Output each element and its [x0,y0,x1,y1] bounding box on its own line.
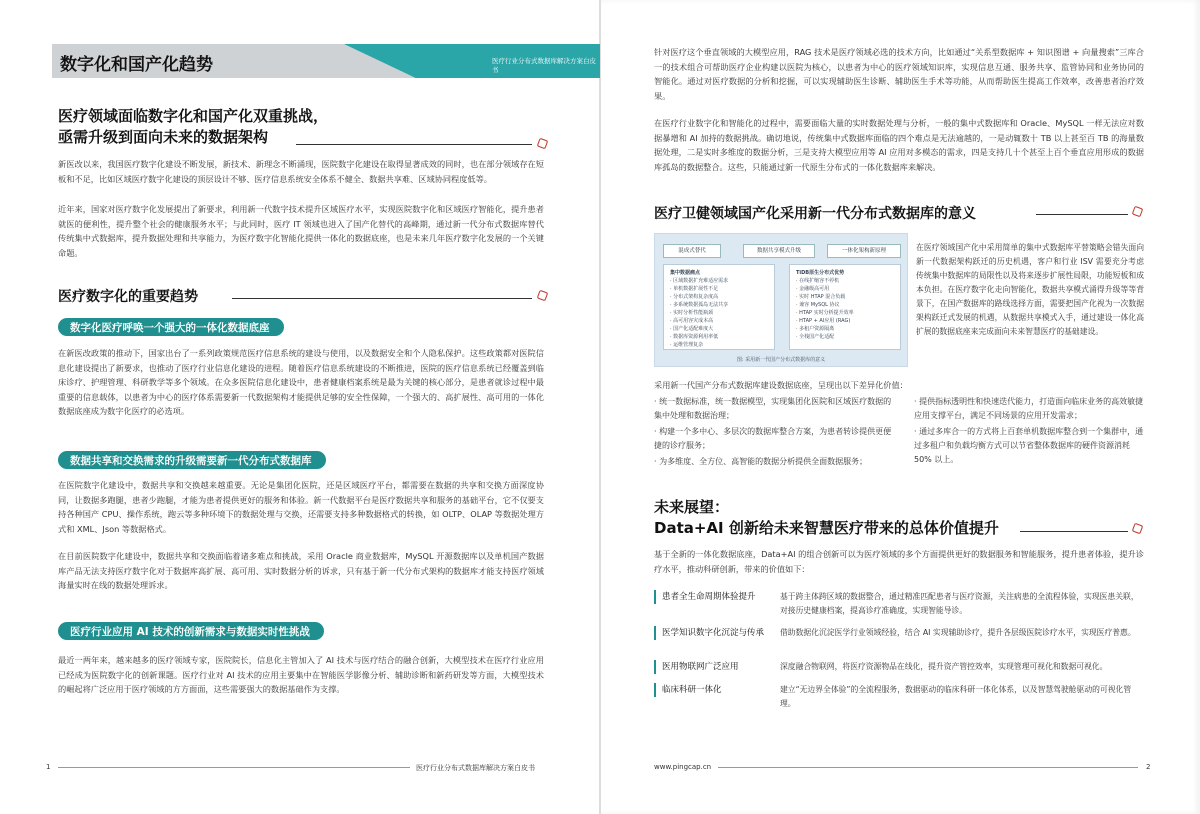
figure-caption: 图: 采用新一代国产分布式数据库的意义 [736,357,826,363]
bullet-item: · 通过多库合一的方式将上百套单机数据库整合到一个集群中，通过多租户和负载均衡方式可以节省整体数据库的硬件资源消耗 50% 以上。 [914,427,1144,464]
heading-rule [296,144,532,145]
left-heading-1 [58,106,478,148]
value-key: 患者全生命周期体验提升 [654,590,774,604]
fig-left-line: · 单机数据扩展性不足 [670,286,719,292]
bullet-item: · 统一数据标准，统一数据模型，实现集团化医院和区域医疗数据的集中处理和数据治理； [654,397,892,420]
footer-rule [718,767,1138,768]
footer-rule [58,767,410,768]
left-para-2: 近年来，国家对医疗数字化发展提出了新要求，利用新一代数字技术提升区域医疗水平，实现医院数字化和区域医疗智能化，提升患者就医的便利性，提升整个社会的健康服务水平；与此同时，医疗 IT 领域也进入了国产化替代的高峰期，通过新一代分布式数据库替代传统集中式数据库，提升数据处理和共享能力，为医疗数字化智能化提供一体化的数据底座，也是未来几年医疗数字化发展的一个关键命题。 [58,204,544,258]
left-para-3: 在新医改政策的推动下，国家出台了一系列政策规范医疗信息系统的建设与使用，以及数据安全和个人隐私保护。这些政策都对医院信息化建设提出了新要求，也推动了医疗行业信息化建设的进程。随着医疗信息系统建设的不断推进，医院的医疗信息系统已经覆盖到临床诊疗、护理管理、科研教学等多个领域。在众多医院信息化建设中，患者健康档案系统是最为关键的核心部分，是患者就诊过程中最重要的信息载体，以患者为中心的医疗体系需要新一代数据架构才能提供足够的安全性保障，一个强大的、高扩展性、高可用的一体化数据底座成为数字化医疗的必选项。 [58,348,544,417]
right-heading-2-line1: 未来展望： [654,498,730,516]
right-heading-2-line2: Data+AI 创新给未来智慧医疗带来的总体价值提升 [654,519,999,537]
left-para-1: 新医改以来，我国医疗数字化建设不断发展，新技术、新理念不断涌现，医院数字化建设在取得显著成效的同时，也在部分领域存在短板和不足，比如区域医疗数字化建设的顶层设计不够、医疗信息系统安全体系不健全、数据共享难、区域协同程度低等。 [58,159,544,184]
value-desc: 基于跨主体跨区域的数据整合，通过精准匹配患者与医疗资源，关注病患的全流程体验，实现医患关联，对接历史健康档案，提高诊疗准确度，实现智能导诊。 [780,592,1139,615]
value-key: 医学知识数字化沉淀与传承 [654,626,774,640]
value-desc: 借助数据化沉淀医学行业领域经验，结合 AI 实现辅助诊疗，提升各层级医院诊疗水平，实现医疗普惠。 [780,628,1136,637]
fig-right-line: · HTAP + AI应用 (RAG) [796,318,851,324]
fig-right-line: · 兼容 MySQL 协议 [796,302,840,308]
right-para-3: 在医疗领域国产化中采用简单的集中式数据库平替策略会错失面向新一代数据架构跃迁的历史机遇，客户和行业 ISV 需要充分考虑传统集中数据库的局限性以及将来逐步扩展性局限，功能短板和成本负担。在医疗数字化走向智能化，数据共享模式涌得升级等等背景下，在国产数据库的路线选择方面，需要把国产化视为一次数据架构跃迁式发展的机遇，从数据共享模式入手，通过建设一体化高扩展的数据底座来完成面向未来智慧医疗的基础建设。 [916,243,1144,336]
left-para-6: 最近一两年来，越来越多的医疗领域专家，医院院长，信息化主管加入了 AI 技术与医疗结合的融合创新，大模型技术在医疗行业应用已经成为医院数字化的创新课题。医疗行业对 AI 技术的应用主要集中在智能医学影像分析、辅助诊断和新药研发等方面，大模型技术的崛起将广泛应用于医疗领域的方方面面，这些需要强大的数据基础作为支撑。 [58,655,544,695]
left-heading-2: 医疗数字化的重要趋势 [58,289,198,305]
bullet-list-right [914,395,1144,467]
value-desc: 深度融合物联网，将医疗资源物品在线化，提升资产管控效率，实现管理可视化和数据可视化。 [780,662,1108,671]
right-para-4: 基于全新的一体化数据底座，Data+AI 的组合创新可以为医疗领域的多个方面提供更好的数据服务和智能服务，提升患者体验，提升诊疗水平，推动科研创新，带来的价值如下： [654,549,1144,574]
fig-left-line: · 国产化适配难度大 [670,326,714,332]
fig-right-line: · 金融级高可用 [796,286,830,292]
banner-title: 数字化和国产化趋势 [60,55,213,75]
fig-left-line: · 多系统数据孤岛无法共享 [670,302,729,308]
fig-right-line: · 多租户资源隔离 [796,326,835,332]
subsection-pill-2: 数据共享和交换需求的升级需要新一代分布式数据库 [58,451,326,469]
bullet-item: · 构建一个多中心、多层次的数据库整合方案，为患者转诊提供更便捷的诊疗服务； [654,427,892,450]
figure-tab-1: 混成式替代 [663,244,721,258]
heading-rule [232,298,532,299]
heading-rule [1036,214,1128,215]
left-heading-1-line1: 医疗领域面临数字化和国产化双重挑战， [58,107,329,125]
heading-rule [1020,531,1128,532]
bullet-item: · 提供指标透明性和快速迭代能力，打造面向临床业务的高效敏捷应用支撑平台，满足不同场景的应用开发需求； [914,397,1144,420]
architecture-figure [654,233,908,367]
bullet-list-left [654,395,894,469]
fig-left-line: · 高可用容灾成本高 [670,318,714,324]
value-desc: 建立“无边界全体验”的全流程服务，数据驱动的临床科研一体化体系，以及智慧驾驶舱驱动的可视化管理。 [780,685,1132,708]
fig-left-line: 集中数据痛点 [670,270,701,276]
right-heading-2 [654,497,1134,539]
figure-tab-3: 一体化架构新原理 [827,244,901,258]
right-para-2: 在医疗行业数字化和智能化的过程中，需要面临大量的实时数据处理与分析，一般的集中式数据库和 Oracle、MySQL 一样无法应对数据暴增和 AI 加持的数据挑战。确切地说，传统集中式数据库面临的四个难点是无法逾越的，一是动辄数十 TB 以上甚至百 TB 的海量数据处理，二是实时多维度的数据分析，三是支持大模型应用等 AI 应用对多模态的需求，四是支持几十个甚至上百个垂直应用形成的数据库孤岛的数据整合。这些，只能通过新一代原生分布式的一体化数据库来解决。 [654,118,1144,172]
fig-right-line: · 在线扩缩容不停机 [796,278,840,284]
value-table-row [654,590,1144,624]
left-para-5: 在目前医院数字化建设中，数据共享和交换面临着诸多难点和挑战，采用 Oracle 商业数据库，MySQL 开源数据库以及单机国产数据库产品无法支持医疗数字化对于数据库高扩展、高可用、实时数据分析的诉求，只有基于新一代分布式架构的数据库才能支持医疗领域海量实时在线的数据处理诉求。 [58,551,544,591]
left-heading-1-line2: 亟需升级到面向未来的数据架构 [58,128,269,146]
right-intro: 采用新一代国产分布式数据库建设数据底座，呈现出以下差异化价值： [654,380,908,390]
fig-left-line: · 实时分析性能瓶颈 [670,310,714,316]
value-table-row [654,683,1144,715]
figure-right-box [789,264,901,350]
value-key: 医用物联网广泛应用 [654,660,774,674]
fig-right-line: · HTAP 实时分析提升效率 [796,310,854,316]
fig-left-line: · 分布式架构复杂度高 [670,294,719,300]
fig-right-line: · 全栈国产化适配 [796,334,835,340]
left-para-4: 在医院数字化建设中，数据共享和交换越来越重要。无论是集团化医院，还是区域医疗平台，都需要在数据的共享和交换方面深度协同，让数据多跑腿，患者少跑腿，才能为患者提供更好的服务和体验。新一代数据平台是医疗数据共享和服务的基础平台，它不仅要支持各种国产 CPU、操作系统，跑云等多种环境下的数据处理与交换，还需要支持多种数据格式的转换，如 OLTP、OLAP 等数据处理方式和 XML、Json 等数据格式。 [58,480,544,534]
value-table-row [654,626,1144,658]
fig-left-line: · 区域数据扩充难适应需求 [670,278,729,284]
subsection-pill-1: 数字化医疗呼唤一个强大的一体化数据底座 [58,318,284,336]
right-heading-1: 医疗卫健领域国产化采用新一代分布式数据库的意义 [654,206,976,222]
fig-left-line: · 数据库资源利用率低 [670,334,719,340]
value-table-row [654,660,1144,678]
figure-left-box [663,264,775,350]
bullet-item: · 为多维度、全方位、高智能的数据分析提供全面数据服务； [654,457,868,466]
footer-title: 医疗行业分布式数据库解决方案白皮书 [416,764,535,772]
fig-left-line: · 运维管理复杂 [670,342,704,348]
subsection-pill-3: 医疗行业应用 AI 技术的创新需求与数据实时性挑战 [58,622,324,640]
value-key: 临床科研一体化 [654,683,774,697]
footer-url: www.pingcap.cn [654,763,712,771]
section-banner [52,44,600,78]
running-head: 医疗行业分布式数据库解决方案白皮书 [492,57,596,74]
fig-right-line: · 实时 HTAP 混合负载 [796,294,846,300]
page-number-left: 1 [46,763,51,771]
right-para-1: 针对医疗这个垂直领域的大模型应用，RAG 技术是医疗领域必选的技术方向，比如通过“关系型数据库 + 知识图谱 + 向量搜索”三库合一的技术组合可帮助医疗企业构建以医院为核心，以患者为中心的医疗领域知识库，实现信息互通、服务共享、监管协同和业务协同的智能化。通过对医疗数据的分析和挖掘，可以实现辅助医生诊断、辅助医生手术等功能，从而帮助医生提高工作效率，改善患者治疗效果。 [654,47,1144,101]
book-spine [599,0,601,814]
figure-tab-2: 数据共享模式升级 [743,244,815,258]
page-number-right: 2 [1146,763,1151,771]
fig-right-line: TiDB原生分布式优势 [796,270,845,276]
